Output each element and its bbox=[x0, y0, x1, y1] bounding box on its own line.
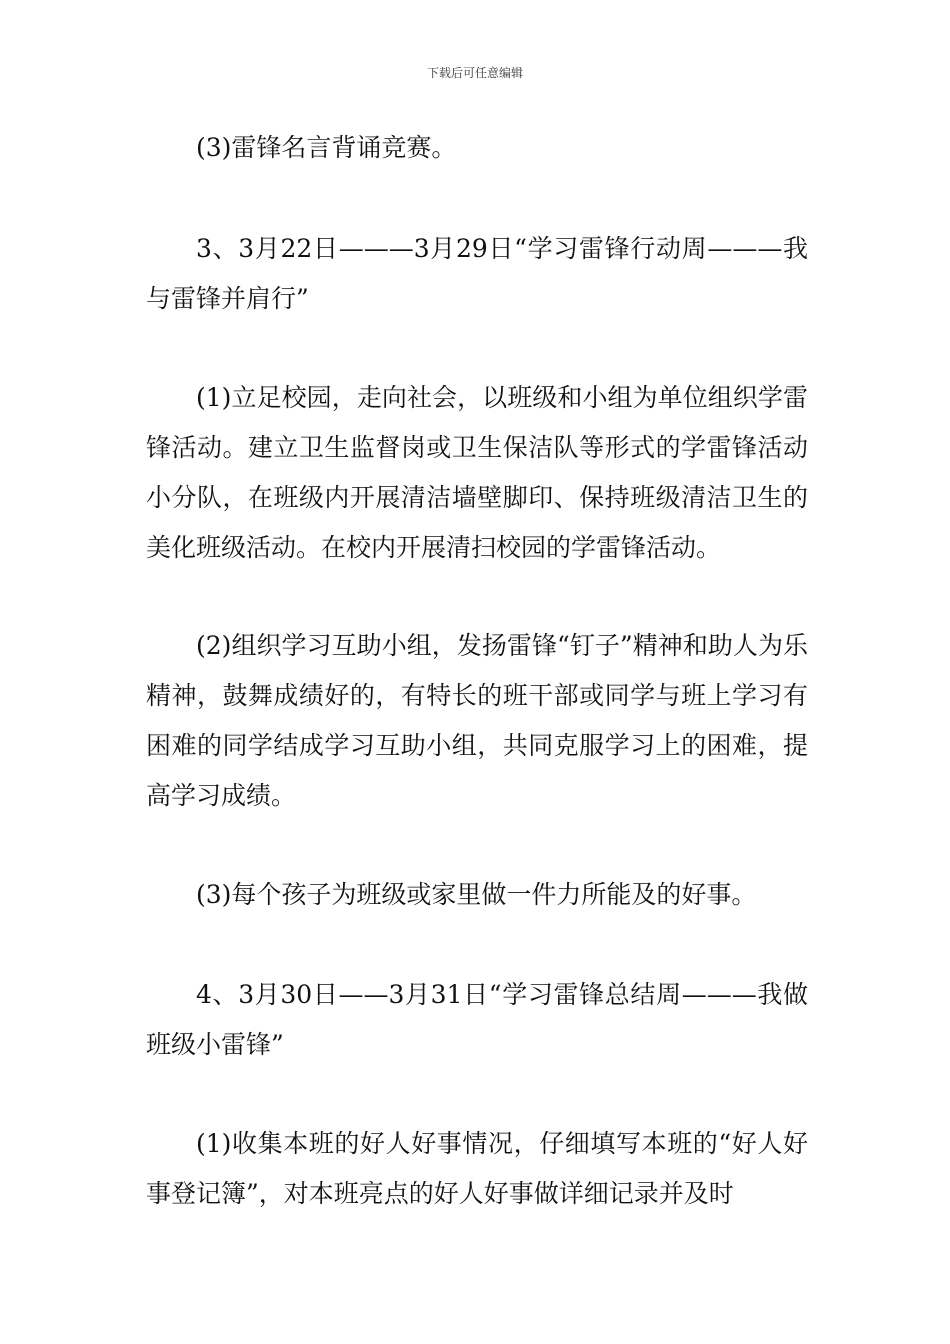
paragraph-7: (1)收集本班的好人好事情况，仔细填写本班的“好人好事登记簿”，对本班亮点的好人好事做详细记录并及时 bbox=[146, 1129, 808, 1208]
paragraph-5: (3)每个孩子为班级或家里做一件力所能及的好事。 bbox=[196, 880, 757, 909]
paragraph-4: (2)组织学习互助小组，发扬雷锋“钉子”精神和助人为乐精神，鼓舞成绩好的，有特长的班干部或同学与班上学习有困难的同学结成学习互助小组，共同克服学习上的困难，提高学习成绩。 bbox=[146, 631, 808, 810]
paragraph-6: 4、3月30日——3月31日“学习雷锋总结周———我做班级小雷锋” bbox=[146, 980, 808, 1059]
page-header-note: 下载后可任意编辑 bbox=[426, 66, 523, 80]
paragraph-2: 3、3月22日———3月29日“学习雷锋行动周———我与雷锋并肩行” bbox=[146, 234, 808, 313]
paragraph-3: (1)立足校园，走向社会，以班级和小组为单位组织学雷锋活动。建立卫生监督岗或卫生保洁队等形式的学雷锋活动小分队，在班级内开展清洁墙壁脚印、保持班级清洁卫生的美化班级活动。在校内开展清扫校园的学雷锋活动。 bbox=[146, 383, 808, 562]
paragraph-1: (3)雷锋名言背诵竞赛。 bbox=[196, 133, 457, 162]
